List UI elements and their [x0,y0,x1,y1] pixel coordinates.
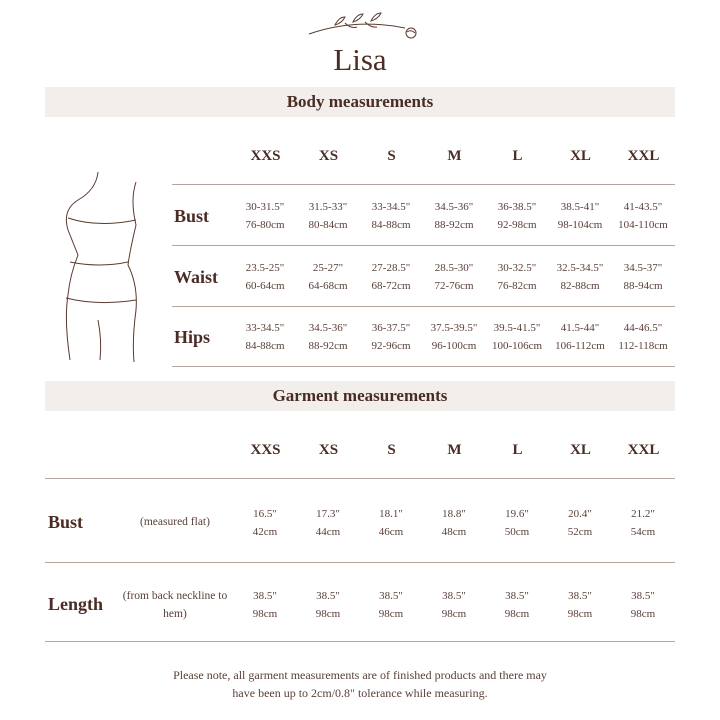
size-header-s: S [387,148,396,164]
cm-value: 96-100cm [431,340,477,352]
cm-value: 88-94cm [623,280,663,292]
measurement-cell [356,319,426,355]
size-header-xs: XS [318,442,339,458]
inch-value: 18.8" [442,508,466,520]
cm-value: 76-82cm [497,280,537,292]
measurement-cell [230,319,300,355]
inch-value: 38.5" [316,590,340,602]
cm-value: 98cm [252,608,278,620]
row-note: (from back neckline to hem) [122,590,228,620]
inch-value: 30-31.5" [245,201,285,213]
measurement-cell [608,505,678,541]
size-header-s: S [387,442,396,458]
cm-value: 46cm [378,526,404,538]
measurement-cell [482,319,552,355]
cm-value: 104-110cm [618,219,668,231]
measurement-cell [482,259,552,295]
inch-value: 28.5-30" [434,262,474,274]
size-header-xxs: XXS [250,442,281,458]
measurement-cell [293,319,363,355]
measurement-cell [356,198,426,234]
size-header-m: M [447,442,462,458]
measurement-cell [482,198,552,234]
inch-value: 36-37.5" [371,322,411,334]
cm-value: 98cm [441,608,467,620]
tolerance-note [0,666,720,702]
cm-value: 84-88cm [245,340,285,352]
measurement-cell [230,587,300,623]
cm-value: 98cm [315,608,341,620]
cm-value: 68-72cm [371,280,411,292]
inch-value: 18.1" [379,508,403,520]
measurement-cell [419,505,489,541]
inch-value: 33-34.5" [245,322,285,334]
inch-value: 38.5" [379,590,403,602]
divider [172,366,675,367]
measurement-cell [293,259,363,295]
inch-value: 36-38.5" [497,201,537,213]
row-note: (measured flat) [140,516,210,528]
body-measurements-heading: Body measurements [45,87,675,117]
product-title: Lisa [333,42,387,77]
inch-value: 38.5" [442,590,466,602]
inch-value: 21.2" [631,508,655,520]
divider [172,245,675,246]
inch-value: 38.5-41" [560,201,600,213]
measurement-cell [419,587,489,623]
inch-value: 38.5" [631,590,655,602]
inch-value: 17.3" [316,508,340,520]
measurement-cell [545,505,615,541]
inch-value: 30-32.5" [497,262,537,274]
measurement-cell [545,198,615,234]
cm-value: 100-106cm [491,340,543,352]
measurement-cell [608,587,678,623]
size-header-m: M [447,148,462,164]
cm-value: 98cm [504,608,530,620]
measurement-cell [230,259,300,295]
inch-value: 27-28.5" [371,262,411,274]
cm-value: 76-80cm [245,219,285,231]
cm-value: 80-84cm [308,219,348,231]
measurement-cell [608,259,678,295]
cm-value: 64-68cm [308,280,348,292]
cm-value: 92-96cm [371,340,411,352]
garment-measurements-heading: Garment measurements [45,381,675,411]
measurement-cell [608,198,678,234]
inch-value: 34.5-36" [434,201,474,213]
measurement-cell [545,587,615,623]
measurement-cell [545,259,615,295]
size-header-xl: XL [570,442,591,458]
cm-value: 84-88cm [371,219,411,231]
cm-value: 88-92cm [308,340,348,352]
divider [172,184,675,185]
measurement-cell [356,259,426,295]
row-label-length: Length [48,594,104,614]
inch-value: 37.5-39.5" [430,322,478,334]
size-header-l: L [512,148,523,164]
inch-value: 20.4" [568,508,592,520]
measurement-cell [608,319,678,355]
note-line: Please note, all garment measurements are of finished products and there may [173,668,547,682]
inch-value: 16.5" [253,508,277,520]
inch-value: 39.5-41.5" [493,322,541,334]
inch-value: 19.6" [505,508,529,520]
cm-value: 98-104cm [557,219,603,231]
inch-value: 38.5" [253,590,277,602]
inch-value: 33-34.5" [371,201,411,213]
cm-value: 88-92cm [434,219,474,231]
floral-branch-icon [305,8,425,44]
row-label-bust: Bust [174,206,210,226]
divider [45,478,675,479]
inch-value: 38.5" [568,590,592,602]
size-header-xl: XL [570,148,591,164]
measurement-cell [356,505,426,541]
cm-value: 44cm [315,526,341,538]
cm-value: 72-76cm [434,280,474,292]
row-label-bust: Bust [48,512,84,532]
measurement-cell [419,319,489,355]
row-label-hips: Hips [174,327,211,347]
cm-value: 98cm [378,608,404,620]
inch-value: 41.5-44" [560,322,600,334]
cm-value: 52cm [567,526,593,538]
measurement-cell [293,198,363,234]
cm-value: 50cm [504,526,530,538]
inch-value: 25-27" [312,262,344,274]
cm-value: 54cm [630,526,656,538]
cm-value: 42cm [252,526,278,538]
inch-value: 41-43.5" [623,201,663,213]
note-line: have been up to 2cm/0.8" tolerance while measuring. [232,686,488,700]
measurement-cell [230,198,300,234]
cm-value: 112-118cm [618,340,668,352]
inch-value: 34.5-37" [623,262,663,274]
measurement-cell [230,505,300,541]
cm-value: 106-112cm [555,340,605,352]
cm-value: 98cm [630,608,656,620]
cm-value: 92-98cm [497,219,537,231]
inch-value: 34.5-36" [308,322,348,334]
measurement-cell [419,198,489,234]
inch-value: 31.5-33" [308,201,348,213]
measurement-cell [482,587,552,623]
size-header-xs: XS [318,148,339,164]
cm-value: 60-64cm [245,280,285,292]
size-header-l: L [512,442,523,458]
inch-value: 38.5" [505,590,529,602]
cm-value: 48cm [441,526,467,538]
divider [172,306,675,307]
measurement-cell [356,587,426,623]
measurement-cell [293,505,363,541]
size-header-xxl: XXL [627,148,660,164]
cm-value: 98cm [567,608,593,620]
divider [45,641,675,642]
row-label-waist: Waist [174,267,219,287]
cm-value: 82-88cm [560,280,600,292]
measurement-cell [545,319,615,355]
inch-value: 23.5-25" [245,262,285,274]
measurement-cell [482,505,552,541]
size-header-xxl: XXL [627,442,660,458]
body-figure-illustration [58,170,148,365]
divider [45,562,675,563]
inch-value: 32.5-34.5" [556,262,604,274]
measurement-cell [419,259,489,295]
measurement-cell [293,587,363,623]
inch-value: 44-46.5" [623,322,663,334]
size-header-xxs: XXS [250,148,281,164]
